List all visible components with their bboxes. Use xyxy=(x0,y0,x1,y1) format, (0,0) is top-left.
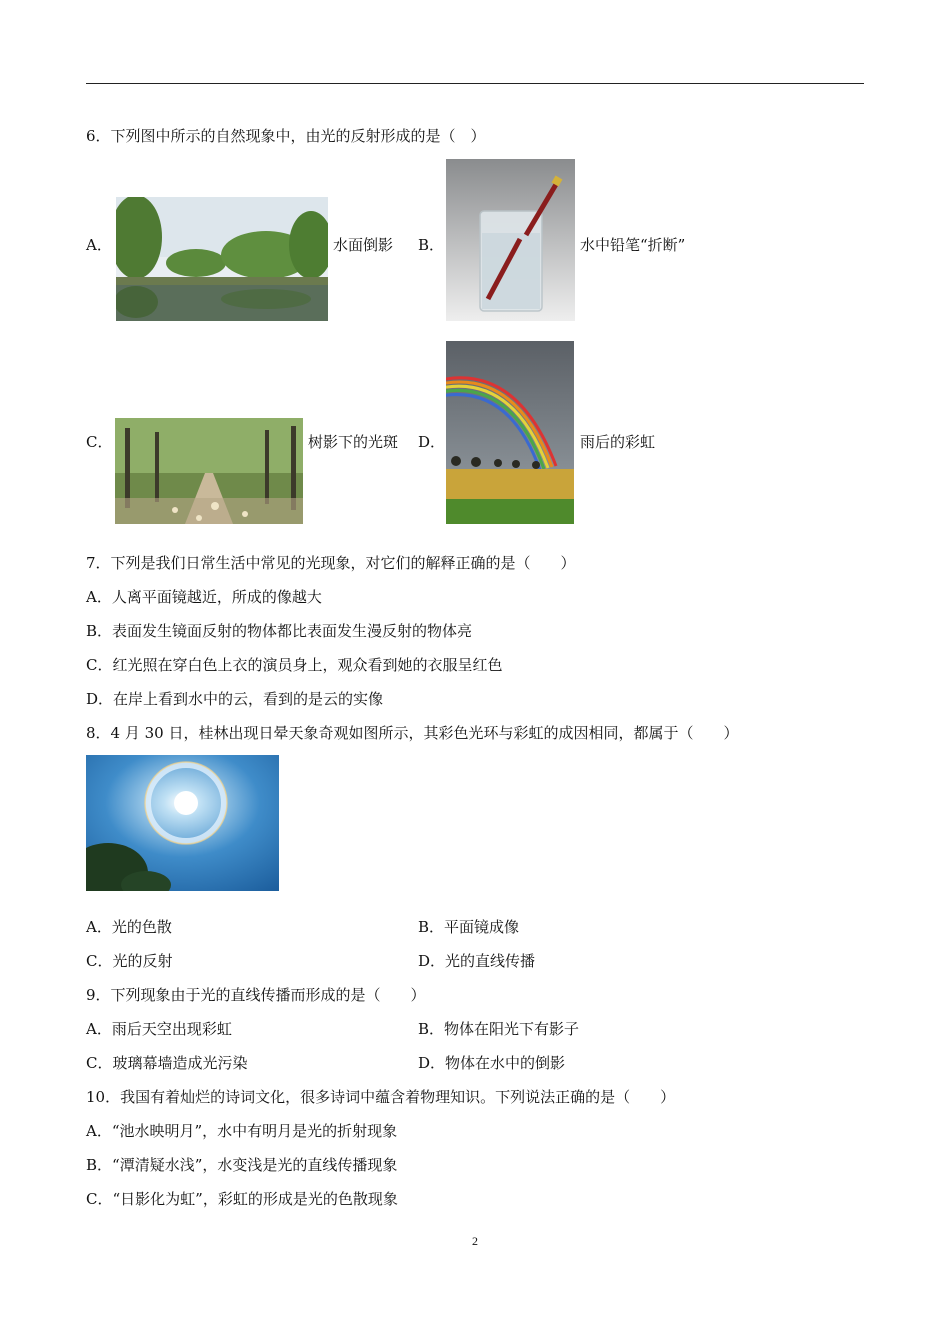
q7-option-b: B．表面发生镜面反射的物体都比表面发生漫反射的物体亮 xyxy=(86,622,473,640)
q8-option-a: A．光的色散 xyxy=(86,918,172,936)
q10-stem: 10．我国有着灿烂的诗词文化，很多诗词中蕴含着物理知识。下列说法正确的是（ ） xyxy=(86,1088,676,1106)
q7-stem: 7．下列是我们日常生活中常见的光现象，对它们的解释正确的是（ ） xyxy=(86,554,576,572)
q10-option-c: C．“日影化为虹”，彩虹的形成是光的色散现象 xyxy=(86,1190,398,1208)
q6-option-a-text: 水面倒影 xyxy=(333,236,394,254)
q9-option-a: A．雨后天空出现彩虹 xyxy=(86,1020,232,1038)
q10-option-a: A．“池水映明月”，水中有明月是光的折射现象 xyxy=(86,1122,398,1140)
q6-stem: 6．下列图中所示的自然现象中，由光的反射形成的是（ ） xyxy=(86,127,486,145)
q6-image-water-reflection xyxy=(116,197,328,321)
q7-option-a: A．人离平面镜越近，所成的像越大 xyxy=(86,588,322,606)
q7-option-c: C．红光照在穿白色上衣的演员身上，观众看到她的衣服呈红色 xyxy=(86,656,503,674)
q6-option-b-text: 水中铅笔“折断” xyxy=(580,236,686,254)
q8-image-sun-halo xyxy=(86,755,279,891)
page-number: 2 xyxy=(472,1234,478,1248)
q6-option-a-letter: A． xyxy=(86,236,112,254)
q8-option-b: B．平面镜成像 xyxy=(418,918,520,936)
q6-option-c-letter: C． xyxy=(86,433,113,451)
q6-image-tree-shadow-spots xyxy=(115,418,303,524)
q10-option-b: B．“潭清疑水浅”，水变浅是光的直线传播现象 xyxy=(86,1156,398,1174)
header-rule xyxy=(86,83,864,84)
q8-option-c: C．光的反射 xyxy=(86,952,173,970)
q9-option-c: C．玻璃幕墙造成光污染 xyxy=(86,1054,248,1072)
q6-image-rainbow xyxy=(446,341,574,524)
q6-image-pencil-in-glass xyxy=(446,159,575,321)
q9-stem: 9．下列现象由于光的直线传播而形成的是（ ） xyxy=(86,986,426,1004)
q6-option-d-letter: D． xyxy=(418,433,446,451)
q7-option-d: D．在岸上看到水中的云，看到的是云的实像 xyxy=(86,690,384,708)
q6-option-c-text: 树影下的光斑 xyxy=(308,433,399,451)
q8-option-d: D．光的直线传播 xyxy=(418,952,536,970)
q6-option-d-text: 雨后的彩虹 xyxy=(580,433,656,451)
q9-option-b: B．物体在阳光下有影子 xyxy=(418,1020,580,1038)
q8-stem: 8．4 月 30 日，桂林出现日晕天象奇观如图所示，其彩色光环与彩虹的成因相同，都属于（ ） xyxy=(86,724,739,742)
q9-option-d: D．物体在水中的倒影 xyxy=(418,1054,566,1072)
q6-option-b-letter: B． xyxy=(418,236,445,254)
